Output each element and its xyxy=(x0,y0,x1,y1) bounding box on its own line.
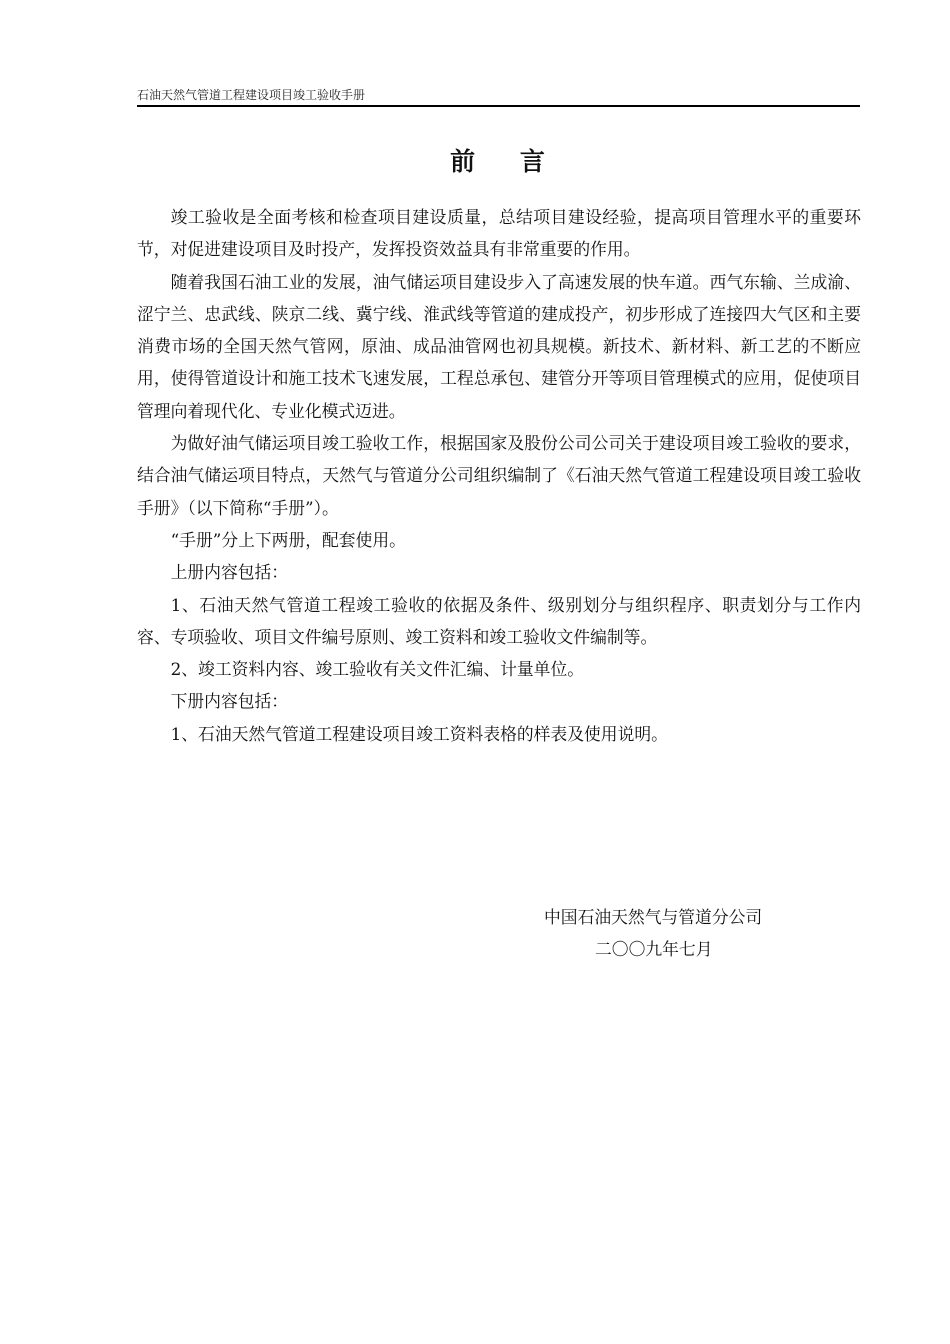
paragraph-volume-one-heading: 上册内容包括： xyxy=(170,562,289,583)
paragraph-volume-one-item-2: 2、竣工资料内容、竣工验收有关文件汇编、计量单位。 xyxy=(170,659,585,680)
preface-body xyxy=(137,201,861,750)
header-title: 石油天然气管道工程建设项目竣工验收手册 xyxy=(137,88,366,102)
document-title: 前 言 xyxy=(450,147,547,176)
signature-organization: 中国石油天然气与管道分公司 xyxy=(544,907,763,927)
paragraph-purpose: 竣工验收是全面考核和检查项目建设质量，总结项目建设经验，提高项目管理水平的重要环节，对促进建设项目及时投产，发挥投资效益具有非常重要的作用。 xyxy=(137,207,861,260)
paragraph-background: 随着我国石油工业的发展，油气储运项目建设步入了高速发展的快车道。西气东输、兰成渝、涩宁兰、忠武线、陕京二线、冀宁线、淮武线等管道的建成投产，初步形成了连接四大气区和主要消费市场的全国天然气管网，原油、成品油管网也初具规模。新技术、新材料、新工艺的不断应用，使得管道设计和施工技术飞速发展，工程总承包、建管分开等项目管理模式的应用，促使项目管理向着现代化、专业化模式迈进。 xyxy=(137,271,861,421)
paragraph-compilation: 为做好油气储运项目竣工验收工作，根据国家及股份公司公司关于建设项目竣工验收的要求，结合油气储运项目特点，天然气与管道分公司组织编制了《石油天然气管道工程建设项目竣工验收手册》（以下简称“手册”）。 xyxy=(137,433,861,518)
signature-date: 二〇〇九年七月 xyxy=(595,939,713,959)
page-header xyxy=(137,87,860,107)
paragraph-volume-two-item-1: 1、石油天然气管道工程建设项目竣工资料表格的样表及使用说明。 xyxy=(170,723,668,744)
paragraph-volume-two-heading: 下册内容包括： xyxy=(170,691,289,712)
paragraph-volumes: “手册”分上下两册，配套使用。 xyxy=(170,529,406,550)
paragraph-volume-one-item-1: 1、石油天然气管道工程竣工验收的依据及条件、级别划分与组织程序、职责划分与工作内容、专项验收、项目文件编号原则、竣工资料和竣工验收文件编制等。 xyxy=(137,594,861,647)
